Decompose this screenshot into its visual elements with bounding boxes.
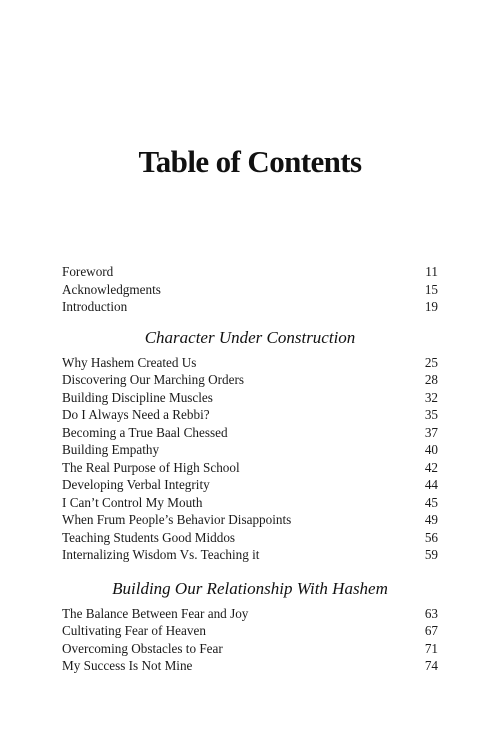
toc-entry-page: 35 xyxy=(424,407,438,422)
toc-entry-title: Developing Verbal Integrity xyxy=(62,477,210,492)
toc-entry-page: 19 xyxy=(424,299,438,314)
toc-entry-title: The Balance Between Fear and Joy xyxy=(62,605,249,621)
section-heading-character: Character Under Construction xyxy=(144,327,356,347)
toc-entry-page: 49 xyxy=(424,512,438,527)
toc-entry-title: Introduction xyxy=(62,299,128,314)
toc-entry-acknowledgments[interactable] xyxy=(62,281,438,299)
toc-entry-page: 56 xyxy=(424,529,438,545)
toc-entry[interactable] xyxy=(62,622,438,640)
toc-entry-title: Acknowledgments xyxy=(62,281,161,297)
toc-entry-title: When Frum People’s Behavior Disappoints xyxy=(62,512,292,527)
toc-entry-title: Internalizing Wisdom Vs. Teaching it xyxy=(62,547,260,562)
toc-entry-title: Building Discipline Muscles xyxy=(62,389,213,405)
toc-entry-page: 63 xyxy=(424,605,438,621)
toc-entry-page: 11 xyxy=(425,264,438,279)
toc-entry-title: Cultivating Fear of Heaven xyxy=(62,623,206,638)
toc-entry-title: I Can’t Control My Mouth xyxy=(62,494,203,510)
toc-entry-title: Becoming a True Baal Chessed xyxy=(62,424,228,440)
spacer xyxy=(62,564,438,578)
page-title: Table of Contents xyxy=(138,144,362,179)
toc-entry[interactable] xyxy=(62,371,438,389)
toc-entry[interactable] xyxy=(62,605,438,623)
toc-entry-page: 71 xyxy=(424,640,438,656)
toc-entry[interactable] xyxy=(62,389,438,407)
toc-entry-page: 74 xyxy=(424,658,438,673)
table-of-contents xyxy=(62,263,438,675)
toc-entry-page: 40 xyxy=(424,442,438,457)
toc-entry-page: 37 xyxy=(424,424,438,440)
toc-entry[interactable] xyxy=(62,354,438,372)
section-heading-relationship: Building Our Relationship With Hashem xyxy=(112,578,388,598)
toc-entry[interactable] xyxy=(62,494,438,512)
toc-entry[interactable] xyxy=(62,511,438,529)
toc-entry-title: Do I Always Need a Rebbi? xyxy=(62,407,210,422)
toc-entry-title: Why Hashem Created Us xyxy=(62,354,197,370)
toc-entry-page: 15 xyxy=(424,281,438,297)
toc-entry-title: Building Empathy xyxy=(62,442,160,457)
toc-entry-page: 44 xyxy=(424,477,438,492)
toc-entry-page: 59 xyxy=(424,547,438,562)
toc-entry-page: 45 xyxy=(424,494,438,510)
toc-entry-title: Discovering Our Marching Orders xyxy=(62,372,245,387)
toc-entry[interactable] xyxy=(62,441,438,459)
toc-entry[interactable] xyxy=(62,476,438,494)
toc-entry-title: Foreword xyxy=(62,264,114,279)
toc-entry[interactable] xyxy=(62,657,438,675)
toc-entry-title: The Real Purpose of High School xyxy=(62,459,240,475)
toc-entry[interactable] xyxy=(62,406,438,424)
spacer xyxy=(62,316,438,327)
toc-entry[interactable] xyxy=(62,459,438,477)
toc-entry-page: 25 xyxy=(424,354,438,370)
toc-entry-foreword[interactable] xyxy=(62,263,438,281)
toc-entry[interactable] xyxy=(62,424,438,442)
toc-entry[interactable] xyxy=(62,640,438,658)
toc-entry[interactable] xyxy=(62,546,438,564)
toc-entry-title: My Success Is Not Mine xyxy=(62,658,193,673)
toc-entry-page: 42 xyxy=(424,459,438,475)
toc-entry-page: 32 xyxy=(424,389,438,405)
toc-entry-introduction[interactable] xyxy=(62,298,438,316)
toc-entry-title: Overcoming Obstacles to Fear xyxy=(62,640,223,656)
toc-entry-page: 67 xyxy=(424,623,438,638)
toc-entry[interactable] xyxy=(62,529,438,547)
toc-entry-page: 28 xyxy=(424,372,438,387)
toc-entry-title: Teaching Students Good Middos xyxy=(62,529,236,545)
